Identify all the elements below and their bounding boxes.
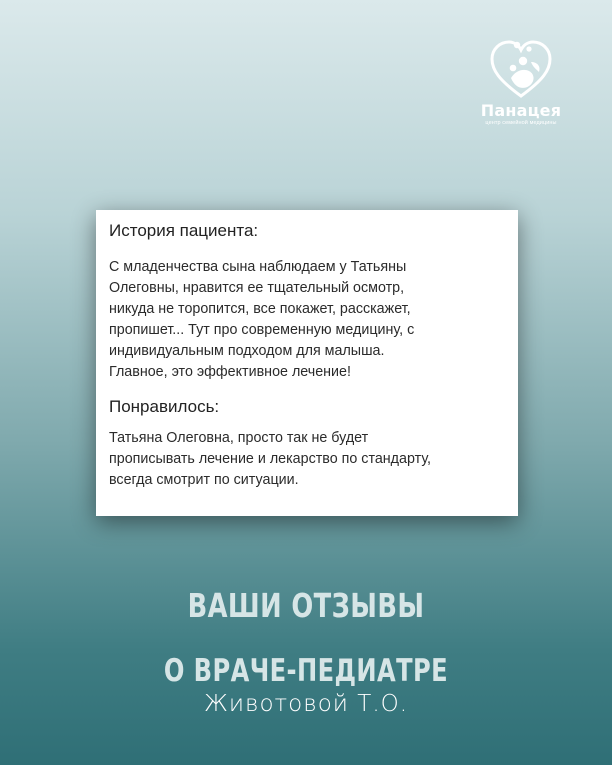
logo-tagline: центр семейной медицины	[485, 120, 557, 126]
liked-heading: Понравилось:	[109, 397, 220, 416]
logo-name: Панацея	[480, 101, 562, 120]
heart-family-logo-icon	[489, 38, 553, 100]
text-line: никуда не торопится, все покажет, расскажет,	[109, 301, 411, 317]
text-line: прописывать лечение и лекарство по стандарту,	[109, 451, 432, 467]
text-line: Главное, это эффективное лечение!	[109, 364, 351, 380]
text-line: пропишет... Тут про современную медицину, с	[109, 322, 415, 338]
text-line: индивидуальным подходом для малыша.	[109, 343, 385, 359]
reviews-title: ВАШИ ОТЗЫВЫ	[187, 586, 425, 625]
text-line: С младенчества сына наблюдаем у Татьяны	[109, 259, 407, 275]
patient-history-heading: История пациента:	[109, 221, 259, 240]
review-card	[96, 210, 518, 516]
patient-history-text	[109, 257, 505, 383]
text-line: Олеговны, нравится ее тщательный осмотр,	[109, 280, 405, 296]
text-line: всегда смотрит по ситуации.	[109, 472, 299, 488]
text-line: Татьяна Олеговна, просто так не будет	[109, 430, 369, 446]
logo	[466, 38, 576, 127]
pediatrician-subtitle: О ВРАЧЕ-ПЕДИАТРЕ	[163, 653, 449, 689]
doctor-name: Животовой Т.О.	[203, 691, 409, 717]
liked-text	[109, 428, 505, 491]
